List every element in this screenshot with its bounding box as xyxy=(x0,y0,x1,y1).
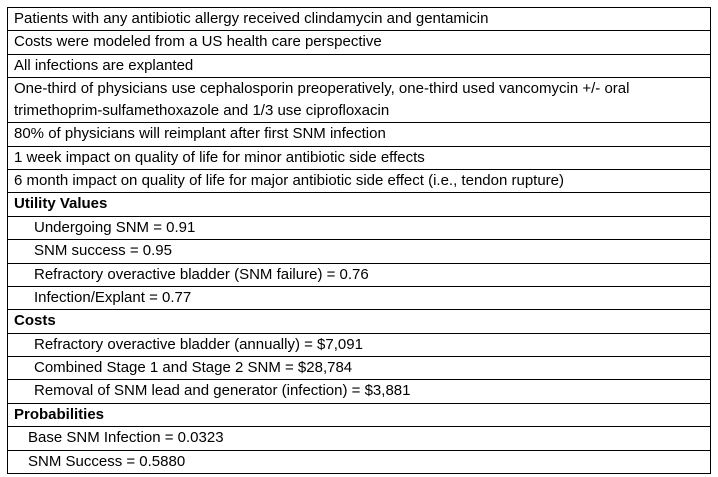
table-row xyxy=(8,8,711,31)
table-cell: 1 week impact on quality of life for minor antibiotic side effects xyxy=(8,146,711,169)
table-row xyxy=(8,146,711,169)
table-cell: Base SNM Infection = 0.0323 xyxy=(8,427,711,450)
table-row xyxy=(8,380,711,403)
table-cell: Infection/Explant = 0.77 xyxy=(8,286,711,309)
table-row xyxy=(8,78,711,123)
table-cell: SNM Success = 0.5880 xyxy=(8,450,711,473)
table-row xyxy=(8,31,711,54)
table-cell: Undergoing SNM = 0.91 xyxy=(8,216,711,239)
table-cell: One-third of physicians use cephalosporin preoperatively, one-third used vancomycin +/- oral trimethoprim-sulfamethoxazole and 1/3 use ciprofloxacin xyxy=(8,78,711,123)
table-cell: 80% of physicians will reimplant after first SNM infection xyxy=(8,123,711,146)
table-row xyxy=(8,450,711,473)
table-row xyxy=(8,123,711,146)
table-row xyxy=(8,240,711,263)
table-cell: Patients with any antibiotic allergy received clindamycin and gentamicin xyxy=(8,8,711,31)
section-heading-row xyxy=(8,403,711,426)
table-cell: Refractory overactive bladder (SNM failure) = 0.76 xyxy=(8,263,711,286)
table-cell: Costs were modeled from a US health care perspective xyxy=(8,31,711,54)
table-cell: All infections are explanted xyxy=(8,54,711,77)
table-row xyxy=(8,286,711,309)
table-row xyxy=(8,333,711,356)
probabilities-heading: Probabilities xyxy=(8,403,711,426)
section-heading-row xyxy=(8,193,711,216)
table-row xyxy=(8,357,711,380)
table-row xyxy=(8,54,711,77)
table-cell: 6 month impact on quality of life for major antibiotic side effect (i.e., tendon rupture) xyxy=(8,169,711,192)
table-row xyxy=(8,216,711,239)
table-row xyxy=(8,169,711,192)
section-heading-row xyxy=(8,310,711,333)
table-row xyxy=(8,427,711,450)
table-cell: Combined Stage 1 and Stage 2 SNM = $28,784 xyxy=(8,357,711,380)
table-cell: SNM success = 0.95 xyxy=(8,240,711,263)
table-cell: Refractory overactive bladder (annually) = $7,091 xyxy=(8,333,711,356)
assumptions-table xyxy=(7,7,711,474)
utility-values-heading: Utility Values xyxy=(8,193,711,216)
table-row xyxy=(8,263,711,286)
costs-heading: Costs xyxy=(8,310,711,333)
table-cell: Removal of SNM lead and generator (infection) = $3,881 xyxy=(8,380,711,403)
